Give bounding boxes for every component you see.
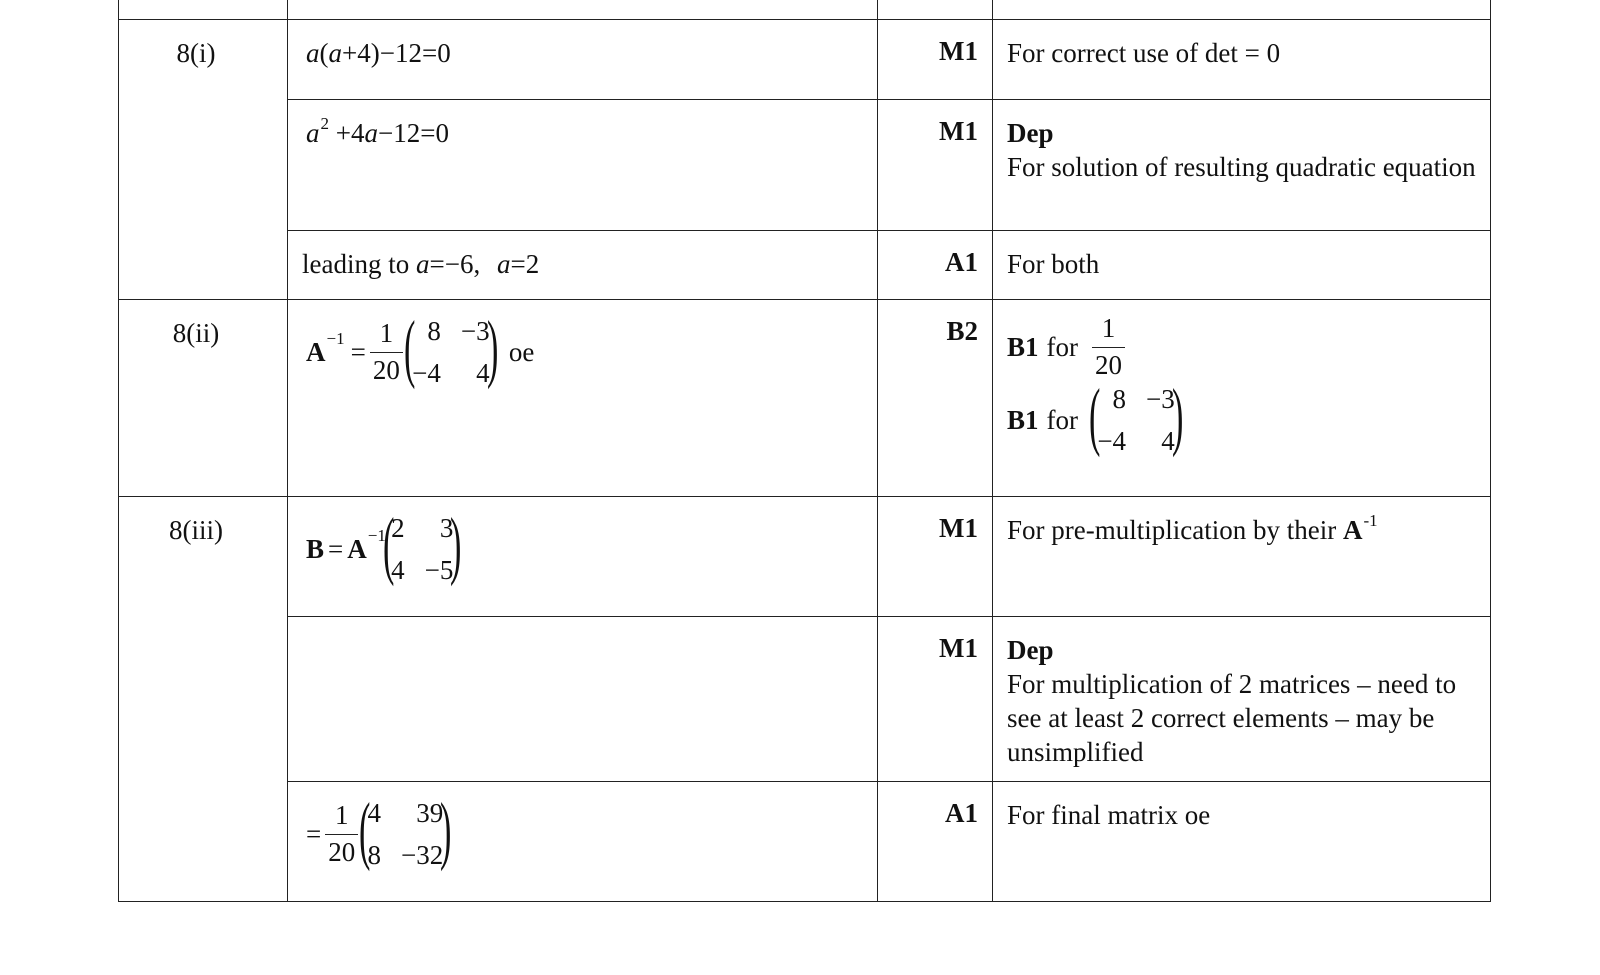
mark-cell: B2 — [878, 300, 993, 497]
mark-cell: M1 — [878, 100, 993, 231]
mark-cell: M1 — [878, 617, 993, 782]
guidance-cell: Dep For solution of resulting quadratic equation — [993, 100, 1491, 231]
table-row — [119, 231, 1491, 300]
answer-cell — [288, 100, 878, 231]
answer-cell — [288, 300, 878, 497]
mark-cell: A1 — [878, 231, 993, 300]
guidance-cell: For pre-multiplication by their $A^{-1}$ — [993, 497, 1491, 617]
answer-cell — [288, 497, 878, 617]
guidance-cell: Dep For multiplication of 2 matrices – need to see at least 2 correct elements – may be unsimplified — [993, 617, 1491, 782]
answer-cell — [288, 20, 878, 100]
question-number: 8(ii) — [119, 300, 288, 497]
table-row — [119, 0, 1491, 20]
answer-expression: $a^2 +4a-12=0$ — [306, 114, 449, 148]
matrix: 2 3 4 −5 — [391, 513, 454, 585]
answer-expression: a(a+4)−12=0 — [306, 38, 451, 68]
guidance-cell: For correct use of det = 0 — [993, 20, 1491, 100]
inverse-matrix-expression: A −1 = $\frac{1}{20}$ ( 8 −3 −4 4 ) oe — [306, 306, 535, 390]
matrix: 8 −3 −4 4 — [1097, 384, 1175, 457]
guidance-cell — [993, 300, 1491, 497]
table-row — [119, 782, 1491, 902]
answer-cell — [288, 782, 878, 902]
dep-label: Dep — [1007, 635, 1054, 665]
matrix: 4 39 8 −32 — [367, 798, 444, 870]
answer-cell — [288, 617, 878, 782]
guidance-cell: For both — [993, 231, 1491, 300]
question-number: 8(i) — [119, 20, 288, 300]
mark-cell: A1 — [878, 782, 993, 902]
table-row — [119, 617, 1491, 782]
dep-label: Dep — [1007, 118, 1054, 148]
guidance-b1-matrix: B1 for ( 8 −3 −4 4 ) — [1007, 374, 1184, 459]
table-row — [119, 20, 1491, 100]
mark-scheme-table — [118, 0, 1491, 902]
b-matrix-expression: B = A −1 ( 2 3 4 −5 ) — [306, 503, 462, 587]
answer-expression: leading to a=−6, a=2 — [302, 249, 540, 279]
mark-cell: M1 — [878, 20, 993, 100]
table-row — [119, 497, 1491, 617]
answer-cell — [288, 231, 878, 300]
matrix: 8 −3 −4 4 — [412, 316, 490, 388]
final-matrix-expression: = $\frac{1}{20}$ ( 4 39 8 −32 ) — [306, 788, 452, 872]
question-number: 8(iii) — [119, 497, 288, 902]
mark-cell: M1 — [878, 497, 993, 617]
table-row — [119, 100, 1491, 231]
guidance-b1-fraction: B1 for $\frac{1}{20}$ — [1007, 314, 1129, 380]
guidance-cell: For final matrix oe — [993, 782, 1491, 902]
table-row — [119, 300, 1491, 497]
